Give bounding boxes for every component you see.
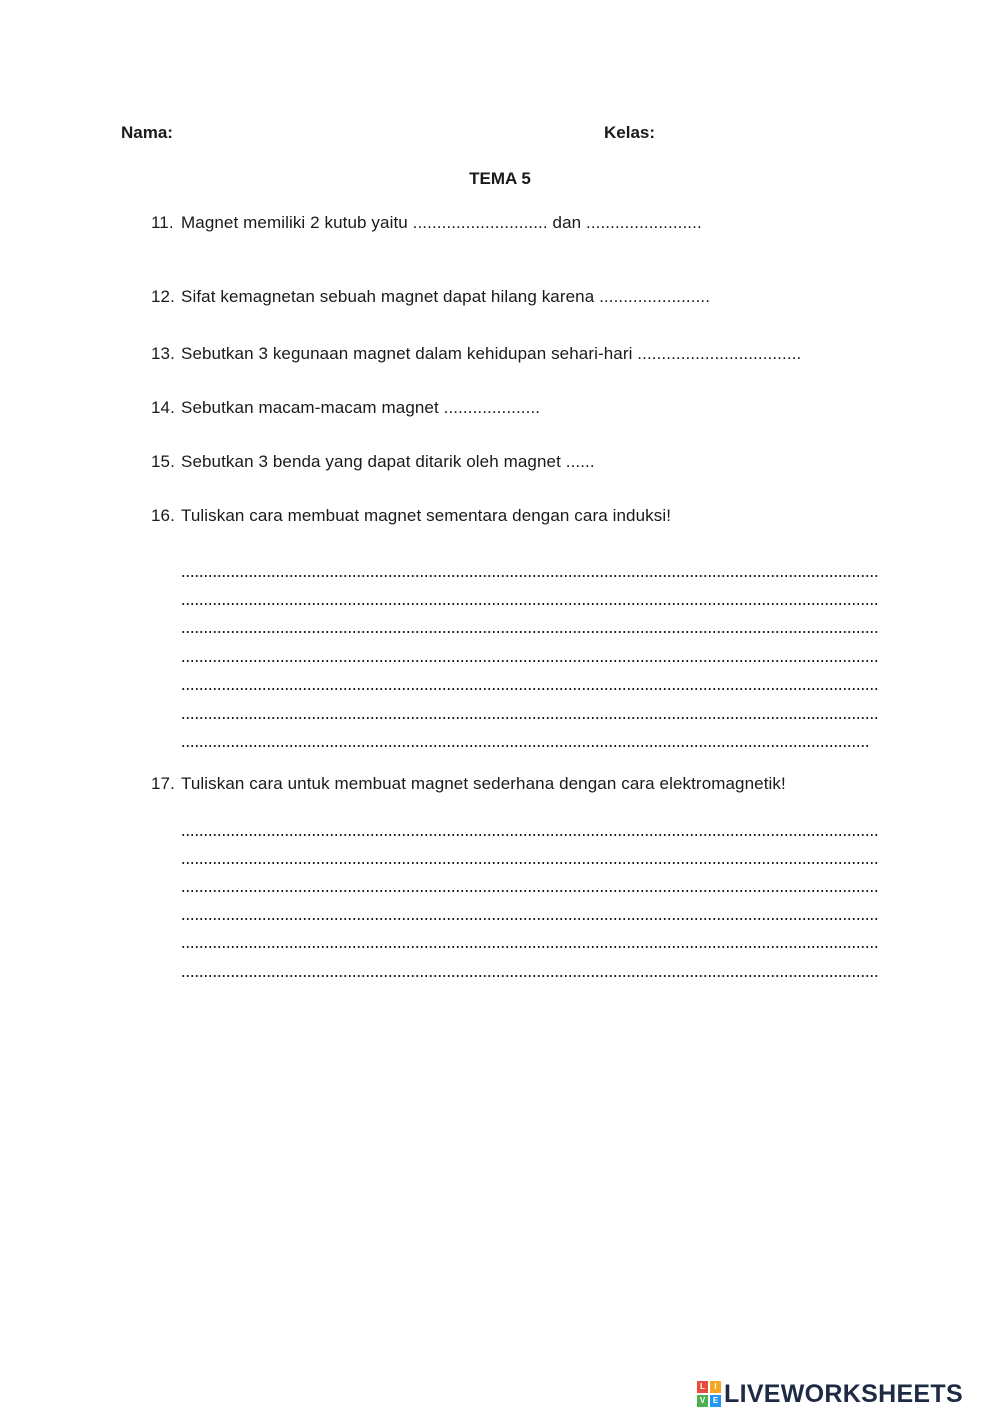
- question-number: 14.: [151, 398, 175, 417]
- question-number: 13.: [151, 344, 175, 363]
- question-11: [151, 213, 702, 233]
- answer-line[interactable]: [181, 946, 878, 948]
- answer-line[interactable]: [181, 631, 878, 633]
- question-17: [151, 774, 786, 794]
- answer-line[interactable]: [181, 834, 878, 836]
- question-16: [151, 506, 671, 526]
- answer-line[interactable]: [181, 660, 878, 662]
- answer-line[interactable]: [181, 862, 878, 864]
- question-number: 12.: [151, 287, 175, 306]
- question-14: [151, 398, 540, 418]
- question-12: [151, 287, 710, 307]
- question-number: 11.: [151, 213, 174, 232]
- page-title: TEMA 5: [469, 169, 531, 188]
- question-number: 16.: [151, 506, 175, 525]
- logo-mark-letter: L: [697, 1381, 708, 1393]
- question-15: [151, 452, 595, 472]
- question-13: [151, 344, 801, 364]
- logo-mark-letter: V: [697, 1395, 708, 1407]
- question-text: Sebutkan macam-macam magnet ....................: [181, 398, 541, 417]
- answer-line[interactable]: [181, 890, 878, 892]
- question-text: Magnet memiliki 2 kutub yaitu ............................ dan ........................: [181, 213, 702, 232]
- name-label: Nama:: [121, 123, 173, 142]
- question-text: Sebutkan 3 benda yang dapat ditarik oleh magnet ......: [181, 452, 595, 471]
- question-text: Tuliskan cara membuat magnet sementara dengan cara induksi!: [181, 506, 672, 525]
- logo-mark-letter: E: [710, 1395, 721, 1407]
- logo-mark-letter: I: [710, 1381, 721, 1393]
- answer-line[interactable]: [181, 688, 878, 690]
- question-number: 17.: [151, 774, 175, 793]
- logo-text: LIVEWORKSHEETS: [724, 1379, 963, 1408]
- answer-line[interactable]: [181, 603, 878, 605]
- answer-line[interactable]: [181, 975, 878, 977]
- class-label: Kelas:: [604, 123, 656, 142]
- answer-line[interactable]: [181, 745, 871, 747]
- question-text: Tuliskan cara untuk membuat magnet sederhana dengan cara elektromagnetik!: [181, 774, 786, 793]
- question-text: Sifat kemagnetan sebuah magnet dapat hilang karena .......................: [181, 287, 711, 306]
- question-text: Sebutkan 3 kegunaan magnet dalam kehidupan sehari-hari ..................................: [181, 344, 802, 363]
- answer-line[interactable]: [181, 575, 878, 577]
- liveworksheets-logo: [697, 1380, 963, 1408]
- answer-line[interactable]: [181, 717, 878, 719]
- answer-line[interactable]: [181, 918, 878, 920]
- logo-icon: [697, 1381, 721, 1407]
- question-number: 15.: [151, 452, 175, 471]
